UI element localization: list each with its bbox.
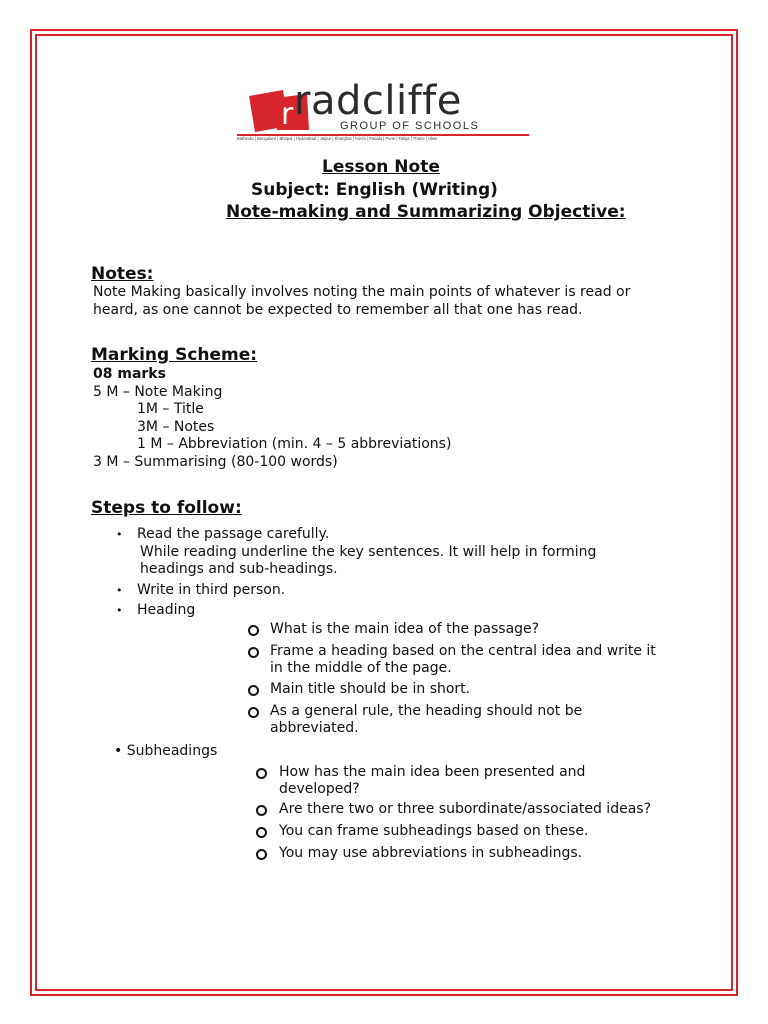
- heading-point: As a general rule, the heading should not be: [270, 703, 583, 719]
- logo-wordmark: radcliffe: [294, 78, 462, 124]
- subheading-point: How has the main idea been presented and: [279, 764, 586, 780]
- circle-bullet-icon: [256, 805, 267, 816]
- topic-line: [226, 202, 626, 222]
- marking-line: 3M – Notes: [137, 419, 215, 435]
- lesson-note-title: Lesson Note: [322, 157, 440, 177]
- marking-line: 1M – Title: [137, 401, 204, 417]
- subheading-point: You may use abbreviations in subheadings.: [279, 845, 583, 861]
- subheading-point: Are there two or three subordinate/associated ideas?: [279, 801, 651, 817]
- subject-title: Subject: English (Writing): [251, 180, 498, 200]
- marking-line: 1 M – Abbreviation (min. 4 – 5 abbreviations): [137, 436, 452, 452]
- heading-point: in the middle of the page.: [270, 660, 452, 676]
- heading-point: Main title should be in short.: [270, 681, 471, 697]
- circle-bullet-icon: [248, 707, 259, 718]
- step-item: • Subheadings: [114, 743, 218, 759]
- heading-point: What is the main idea of the passage?: [270, 621, 540, 637]
- step-item: Read the passage carefully.: [137, 526, 330, 542]
- step-item-detail: While reading underline the key sentences. It will help in forming: [140, 544, 597, 560]
- topic-title: Note-making and Summarizing: [226, 202, 523, 222]
- circle-bullet-icon: [256, 849, 267, 860]
- bullet-dot: •: [116, 584, 123, 597]
- marking-line: 3 M – Summarising (80-100 words): [93, 454, 338, 470]
- bullet-dot: •: [116, 604, 123, 617]
- marking-line: 5 M – Note Making: [93, 384, 223, 400]
- circle-bullet-icon: [248, 647, 259, 658]
- circle-bullet-icon: [248, 685, 259, 696]
- marking-scheme-heading: Marking Scheme:: [91, 345, 258, 365]
- subheading-point: developed?: [279, 781, 360, 797]
- step-item: Heading: [137, 602, 196, 618]
- logo-tagline: GROUP OF SCHOOLS: [340, 120, 480, 132]
- svg-text:r: r: [281, 97, 294, 132]
- step-item: Write in third person.: [137, 582, 286, 598]
- school-logo: [237, 78, 533, 144]
- circle-bullet-icon: [256, 827, 267, 838]
- logo-cities: Bathinda | Bengaluru | Bhopal | Hyderabad | Jaipur | Kharghar | Kochi | Patiala | Pune | Taloja | Thane | Ulwe: [237, 136, 438, 141]
- circle-bullet-icon: [256, 768, 267, 779]
- bullet-dot: •: [116, 528, 123, 541]
- circle-bullet-icon: [248, 625, 259, 636]
- total-marks: 08 marks: [93, 366, 166, 382]
- notes-heading: Notes:: [91, 264, 154, 284]
- notes-text-line: heard, as one cannot be expected to remember all that one has read.: [93, 302, 583, 318]
- step-item-detail: headings and sub-headings.: [140, 561, 338, 577]
- heading-point: abbreviated.: [270, 720, 359, 736]
- notes-text-line: Note Making basically involves noting the main points of whatever is read or: [93, 284, 631, 300]
- steps-heading: Steps to follow:: [91, 498, 242, 518]
- heading-point: Frame a heading based on the central idea and write it: [270, 643, 656, 659]
- objective-label: Objective:: [528, 202, 626, 222]
- subheading-point: You can frame subheadings based on these.: [279, 823, 589, 839]
